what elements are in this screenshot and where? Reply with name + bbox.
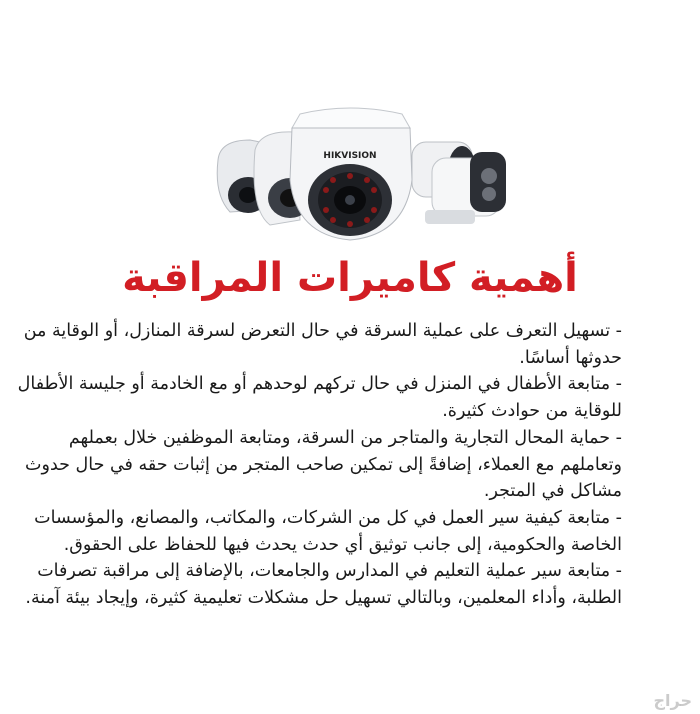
- body-text: [17, 318, 622, 612]
- camera-brand-label: HIKVISION: [323, 151, 377, 161]
- main-dome-camera: [290, 108, 412, 240]
- list-item: - متابعة سير عملية التعليم في المدارس والجامعات، بالإضافة إلى مراقبة تصرفات الطلبة، وأداء المعلمين، وبالتالي تسهيل حل مشكلات تعليمية كثيرة، وإيجاد بيئة آمنة.: [25, 561, 622, 609]
- page-title: أهمية كاميرات المراقبة: [122, 255, 578, 301]
- security-cameras-image: [200, 100, 520, 250]
- list-item: - متابعة كيفية سير العمل في كل من الشركات، والمكاتب، والمصانع، والمؤسسات الخاصة والحكومية، إلى جانب توثيق أي حدث يحدث فيها للحفاظ على الحقوق.: [34, 507, 622, 555]
- list-item: - تسهيل التعرف على عملية السرقة في حال التعرض لسرقة المنازل، أو الوقاية من حدوثها أساسًا.: [23, 321, 622, 368]
- list-item: - متابعة الأطفال في المنزل في حال تركهم لوحدهم أو مع الخادمة أو جليسة الأطفال للوقاية من حوادث كثيرة.: [17, 374, 622, 422]
- list-item: - حماية المحال التجارية والمتاجر من السرقة، ومتابعة الموظفين خلال بعملهم وتعاملهم مع العملاء، إضافةً إلى تمكين صاحب المتجر من إثبات حقه في حال حدوث مشاكل في المتجر.: [25, 427, 622, 502]
- watermark-logo: حراج: [653, 691, 692, 710]
- bullet-camera-front: [425, 152, 506, 224]
